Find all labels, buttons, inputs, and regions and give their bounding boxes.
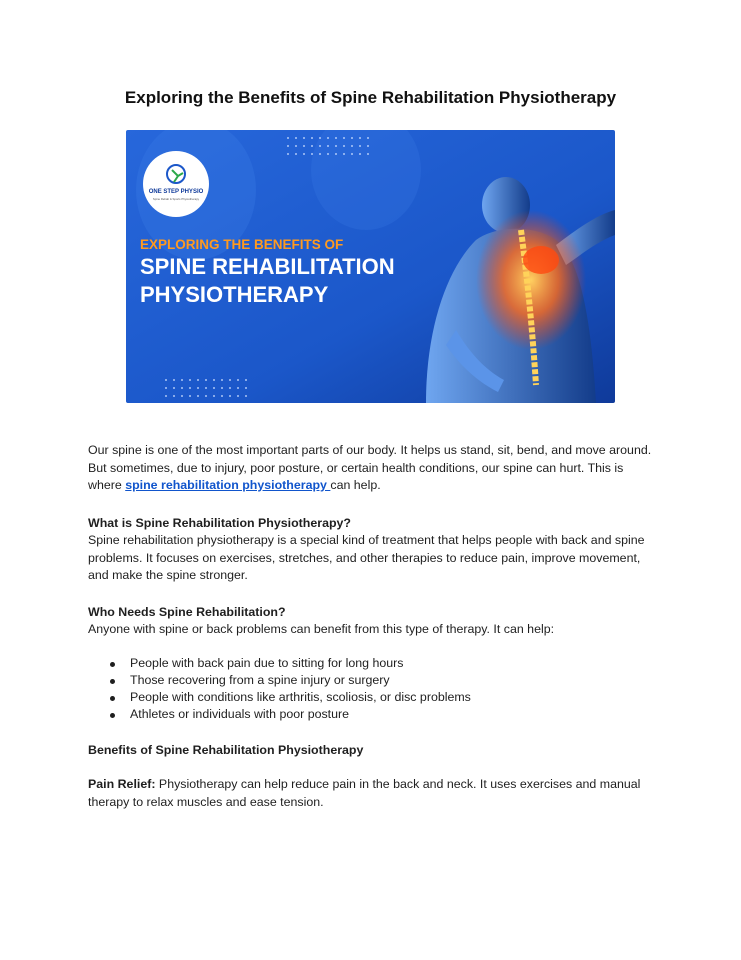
bullet-icon	[110, 696, 115, 701]
benefits-heading: Benefits of Spine Rehabilitation Physiotherapy	[88, 743, 364, 757]
banner-line-2: SPINE REHABILITATION	[140, 254, 395, 279]
bullet-icon	[110, 679, 115, 684]
who-needs-heading: Who Needs Spine Rehabilitation?	[88, 605, 286, 619]
pain-relief-text: Physiotherapy can help reduce pain in the back and neck. It uses exercises and manual therapy to relax muscles and ease tension.	[88, 777, 641, 809]
list-item-text: Athletes or individuals with poor posture	[130, 707, 350, 721]
brand-logo	[143, 151, 209, 217]
intro-paragraph	[88, 442, 654, 495]
logo-text: ONE STEP PHYSIO	[148, 189, 204, 195]
page-title: Exploring the Benefits of Spine Rehabilitation Physiotherapy	[124, 88, 617, 107]
banner-line-3: PHYSIOTHERAPY	[140, 282, 329, 307]
banner-line-1: EXPLORING THE BENEFITS OF	[140, 237, 344, 252]
list-item-text: People with back pain due to sitting for long hours	[130, 656, 404, 670]
bullet-icon	[110, 662, 115, 667]
list-item	[88, 672, 628, 689]
list-item	[88, 706, 628, 723]
list-item	[88, 655, 628, 672]
list-item-text: Those recovering from a spine injury or surgery	[130, 673, 390, 687]
who-needs-body: Anyone with spine or back problems can benefit from this type of therapy. It can help:	[88, 622, 555, 636]
list-item	[88, 689, 628, 706]
bullet-icon	[110, 713, 115, 718]
spine-rehab-link[interactable]: spine rehabilitation physiotherapy	[125, 478, 331, 492]
intro-text: Our spine is one of the most important parts of our body. It helps us stand, sit, bend, and move around. But sometimes, due to injury, poor posture, or certain health conditions, our spine can hurt. This is where	[88, 443, 652, 492]
logo-subtext: Spine Rehab & Sports Physiotherapy	[152, 197, 200, 201]
banner-graphic	[126, 130, 615, 403]
intro-text-after-link: can help.	[330, 478, 381, 492]
what-is-body: Spine rehabilitation physiotherapy is a special kind of treatment that helps people with back and spine problems. It focuses on exercises, stretches, and other therapies to reduce pain, improve movement, and make the spine stronger.	[88, 533, 645, 582]
hero-banner-image	[126, 130, 615, 403]
pain-relief-paragraph	[88, 776, 654, 811]
who-needs-list	[88, 655, 628, 723]
what-is-heading: What is Spine Rehabilitation Physiotherapy?	[88, 516, 351, 530]
list-item-text: People with conditions like arthritis, scoliosis, or disc problems	[130, 690, 471, 704]
pain-relief-label: Pain Relief:	[88, 777, 156, 791]
